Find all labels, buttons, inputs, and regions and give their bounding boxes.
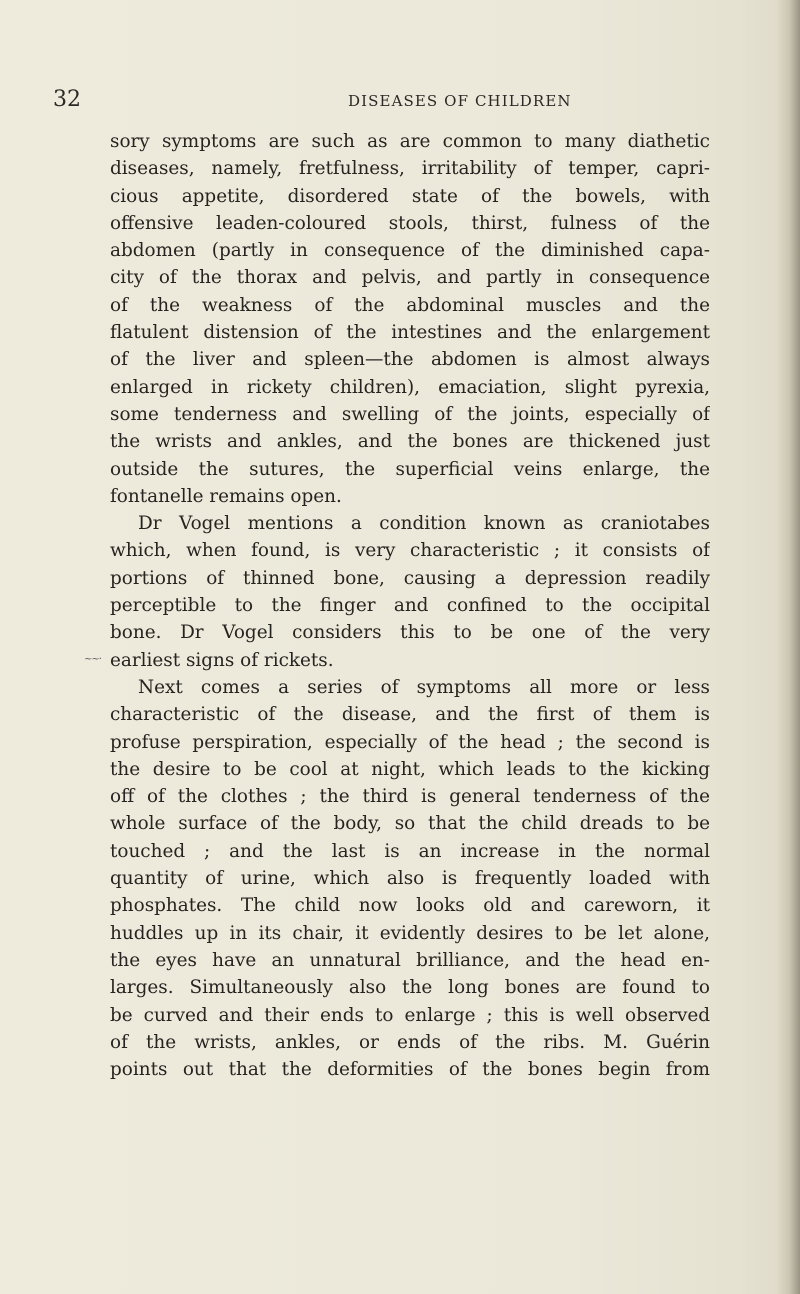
text-line: quantity of urine, which also is frequently loaded with [110,868,710,890]
text-line: enlarged in rickety children), emaciation, slight pyrexia, [110,376,710,398]
text-line: some tenderness and swelling of the joints, especially of [110,403,710,425]
text-line: the eyes have an unnatural brilliance, and the head en- [110,949,710,971]
text-line: of the liver and spleen—the abdomen is almost always [110,349,710,371]
paragraph-start-line: Dr Vogel mentions a condition known as craniotabes [138,513,710,535]
text-line: of the wrists, ankles, or ends of the ribs. M. Guérin [110,1031,710,1053]
text-line: touched ; and the last is an increase in the normal [110,840,710,862]
text-line: city of the thorax and pelvis, and partly in consequence [110,267,710,289]
text-line: bone. Dr Vogel considers this to be one of the very [110,622,710,644]
text-line: the wrists and ankles, and the bones are thickened just [110,431,710,453]
text-line: which, when found, is very characteristic ; it consists of [110,540,710,562]
stray-ink-mark: ~~· [84,654,101,665]
text-line: flatulent distension of the intestines and the enlargement [110,322,710,344]
text-line: phosphates. The child now looks old and careworn, it [110,895,710,917]
text-line: characteristic of the disease, and the first of them is [110,704,710,726]
text-line: whole surface of the body, so that the child dreads to be [110,813,710,835]
paragraph-start-line: Next comes a series of symptoms all more or less [138,676,710,698]
text-line: cious appetite, disordered state of the bowels, with [110,185,710,207]
text-line: be curved and their ends to enlarge ; this is well observed [110,1004,710,1026]
text-line: of the weakness of the abdominal muscles and the [110,294,710,316]
text-line: the desire to be cool at night, which leads to the kicking [110,758,710,780]
text-line: diseases, namely, fretfulness, irritability of temper, capri- [110,158,710,180]
text-line: points out that the deformities of the bones begin from [110,1059,710,1081]
text-line: huddles up in its chair, it evidently desires to be let alone, [110,922,710,944]
text-line: portions of thinned bone, causing a depression readily [110,567,710,589]
body-text [110,128,710,1083]
running-head: DISEASES OF CHILDREN [348,92,572,110]
text-line: abdomen (partly in consequence of the diminished capa- [110,240,710,262]
text-line: sory symptoms are such as are common to many diathetic [110,131,710,152]
text-line: offensive leaden-coloured stools, thirst, fulness of the [110,212,710,234]
text-line: perceptible to the finger and confined to the occipital [110,595,710,617]
page-header [48,80,700,110]
text-line: off of the clothes ; the third is general tenderness of the [110,786,710,808]
text-line: profuse perspiration, especially of the head ; the second is [110,731,710,753]
page-number: 32 [53,87,81,112]
page-edge-shadow [776,0,800,1294]
text-line: larges. Simultaneously also the long bones are found to [110,977,710,999]
text-line: earliest signs of rickets. [110,649,334,671]
text-line: outside the sutures, the superficial veins enlarge, the [110,458,710,480]
text-line: fontanelle remains open. [110,485,342,507]
